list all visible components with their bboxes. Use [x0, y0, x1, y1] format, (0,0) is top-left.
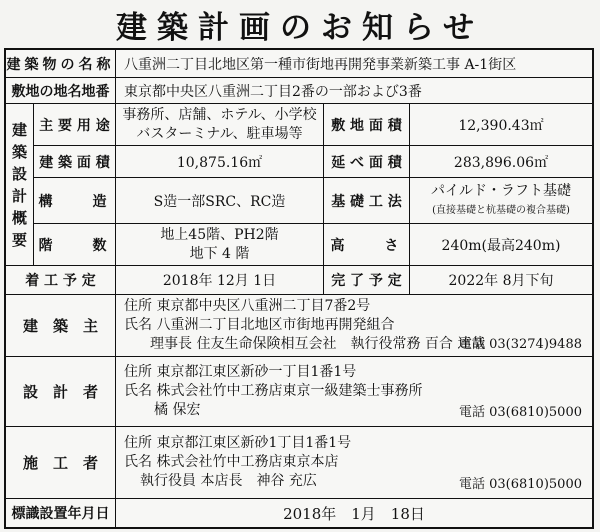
start-value: 2018年 12月 1日 [116, 265, 324, 294]
page-title: 建築計画のお知らせ [115, 9, 485, 46]
owner-label: 建 築 主 [6, 294, 116, 356]
notice-table [4, 48, 594, 529]
outline-char: 計 [11, 186, 27, 205]
owner-name: 氏名 八重洲二丁目北地区市街地再開発組合 [124, 317, 395, 333]
structure-value: S造一部SRC、RC造 [116, 177, 324, 223]
building-area-value: 10,875.16㎡ [116, 145, 324, 177]
total-floor-area-label: 延 べ 面 積 [324, 145, 410, 177]
designer-address: 住所 東京都江東区新砂一丁目1番1号 [124, 364, 357, 380]
foundation-line: パイルド・ラフト基礎 [431, 182, 571, 199]
floors-line: 地上45階、PH2階 [160, 226, 279, 243]
designer-name: 氏名 株式会社竹中工務店東京一級建築士事務所 [124, 383, 423, 399]
main-use-line: バスターミナル、駐車場等 [136, 125, 303, 142]
completion-value: 2022年 8月下旬 [410, 265, 592, 294]
outline-vertical-label [6, 103, 34, 265]
total-floor-area-value: 283,896.06㎡ [410, 145, 592, 177]
designer-representative: 橘 保宏 [154, 402, 201, 418]
height-value: 240m(最高240m) [410, 223, 592, 265]
building-name-value: 八重洲二丁目北地区第一種市街地再開発事業新築工事 A-1街区 [124, 56, 517, 73]
contractor-representative: 執行役員 本店長 神谷 充広 [140, 473, 317, 489]
floors-line: 地下 4 階 [189, 245, 250, 262]
posted-label: 標識設置年月日 [6, 498, 116, 527]
owner-phone: 電話 03(3274)9488 [459, 337, 582, 352]
designer-block [116, 356, 592, 426]
posted-value: 2018年 1月 18日 [116, 498, 592, 527]
owner-address: 住所 東京都中央区八重洲二丁目7番2号 [124, 298, 371, 314]
main-use-label: 主 要 用 途 [34, 103, 116, 145]
foundation-label: 基 礎 工 法 [324, 177, 410, 223]
site-area-value: 12,390.43㎡ [410, 103, 592, 145]
designer-label: 設 計 者 [6, 356, 116, 426]
floors-value [116, 223, 324, 265]
completion-label: 完 了 予 定 [324, 265, 410, 294]
site-address-label: 敷地の地名地番 [6, 77, 116, 103]
structure-label: 構 造 [34, 177, 116, 223]
site-area-label: 敷 地 面 積 [324, 103, 410, 145]
owner-representative: 理事長 住友生命保険相互会社 執行役常務 百合 達哉 [150, 336, 486, 352]
outline-char: 設 [11, 164, 27, 183]
outline-char: 概 [11, 208, 27, 227]
floors-label: 階 数 [34, 223, 116, 265]
foundation-value [410, 177, 592, 223]
outline-char: 建 [11, 120, 27, 139]
outline-char: 要 [11, 230, 27, 249]
designer-phone: 電話 03(6810)5000 [459, 405, 582, 420]
main-use-value [116, 103, 324, 145]
contractor-name: 氏名 株式会社竹中工務店東京本店 [124, 454, 339, 470]
contractor-block [116, 426, 592, 498]
foundation-line: (直接基礎と杭基礎の複合基礎) [432, 204, 570, 216]
height-label: 高 さ [324, 223, 410, 265]
contractor-phone: 電話 03(6810)5000 [459, 477, 582, 492]
owner-block [116, 294, 592, 356]
contractor-address: 住所 東京都江東区新砂1丁目1番1号 [124, 435, 352, 451]
building-area-label: 建 築 面 積 [34, 145, 116, 177]
outline-char: 築 [11, 142, 27, 161]
contractor-label: 施 工 者 [6, 426, 116, 498]
site-address-value: 東京都中央区八重洲二丁目2番の一部および3番 [116, 77, 592, 103]
main-use-line: 事務所、店舗、ホテル、小学校 [122, 106, 317, 123]
building-name-label: 建築物の名称 [6, 50, 116, 77]
start-label: 着 工 予 定 [6, 265, 116, 294]
